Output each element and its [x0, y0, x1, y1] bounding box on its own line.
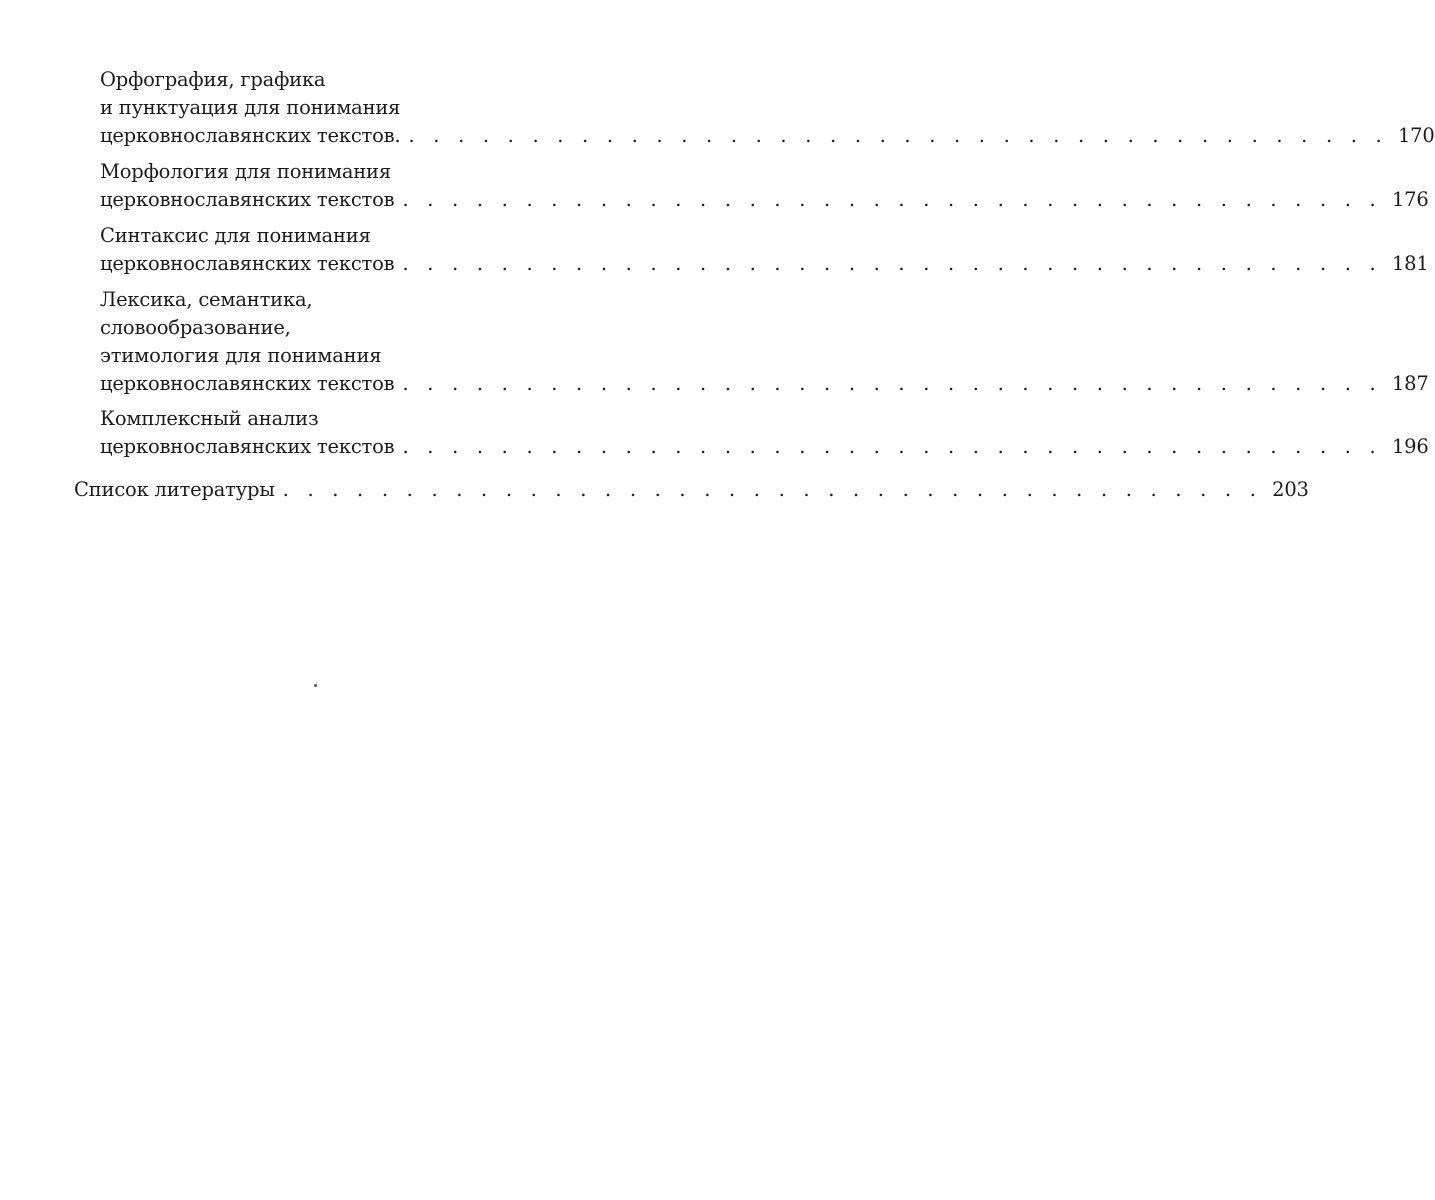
toc-entry-text-line: Лексика, семантика,	[100, 288, 313, 311]
toc-page-number: 196	[1391, 435, 1429, 458]
leader-dots: . . . . . . . . . . . . . . . . . . . . . . . . . . . . . . . . . . . . . . . .	[402, 252, 1382, 275]
toc-entry-text-line: церковнославянских текстов	[100, 435, 395, 458]
toc-entry-text-line: церковнославянских текстов.	[100, 124, 401, 147]
leader-dots: . . . . . . . . . . . . . . . . . . . . . . . . . . . . . . . . . . . . . . . .	[282, 478, 1263, 501]
toc-entry-lexicon	[100, 286, 1429, 398]
toc-page-number: 176	[1391, 188, 1429, 211]
toc-page-number: 203	[1272, 478, 1309, 501]
toc-entry-text-line: Орфография, графика	[100, 68, 326, 91]
print-speck	[314, 684, 317, 687]
toc-entry-text-line: Список литературы	[74, 478, 275, 501]
toc-entry-complex-analysis	[100, 405, 1429, 461]
toc-page-number: 170	[1397, 124, 1435, 147]
toc-entry-orthography	[100, 66, 1435, 150]
toc-entry-morphology	[100, 158, 1429, 214]
leader-dots: . . . . . . . . . . . . . . . . . . . . . . . . . . . . . . . . . . . . . . . .	[402, 435, 1382, 458]
toc-entry-text-line: Синтаксис для понимания	[100, 224, 371, 247]
toc-entry-text-line: церковнославянских текстов	[100, 252, 395, 275]
toc-entry-text-line: церковнославянских текстов	[100, 188, 395, 211]
toc-page-number: 187	[1391, 372, 1429, 395]
toc-entry-text-line: церковнославянских текстов	[100, 372, 395, 395]
toc-entry-syntax	[100, 222, 1429, 278]
toc-entry-text-line: этимология для понимания	[100, 344, 382, 367]
toc-page-number: 181	[1391, 252, 1429, 275]
leader-dots: . . . . . . . . . . . . . . . . . . . . . . . . . . . . . . . . . . . . . . . .	[402, 372, 1382, 395]
leader-dots: . . . . . . . . . . . . . . . . . . . . . . . . . . . . . . . . . . . . . . . .	[402, 188, 1382, 211]
toc-entry-text-line: и пунктуация для понимания	[100, 96, 401, 119]
toc-entry-text-line: Морфология для понимания	[100, 160, 391, 183]
toc-entry-text-line: словообразование,	[100, 316, 291, 339]
toc-entry-text-line: Комплексный анализ	[100, 407, 319, 430]
toc-entry-bibliography	[74, 476, 1309, 504]
leader-dots: . . . . . . . . . . . . . . . . . . . . . . . . . . . . . . . . . . . . . . . .	[408, 124, 1388, 147]
